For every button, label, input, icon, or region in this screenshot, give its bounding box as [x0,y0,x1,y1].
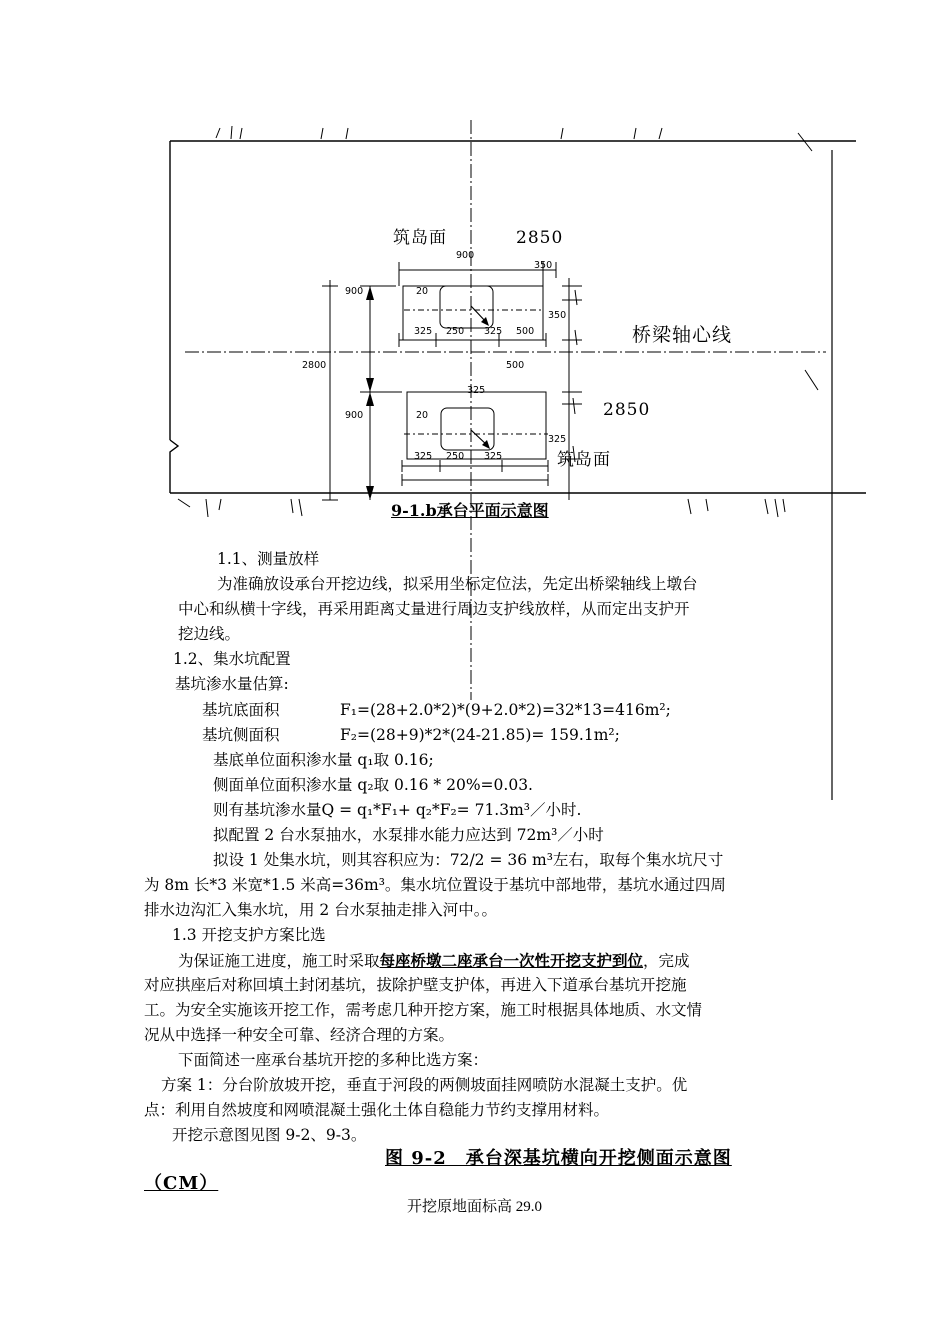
dim-500-a: 500 [516,326,535,337]
pump-line: 拟配置 2 台水泵抽水，水泵排水能力应达到 72m³／小时 [213,826,604,844]
label-island-surface-bottom: 筑岛面 [557,450,611,470]
dim-500-b: 500 [506,360,525,371]
label-island-surface-top: 筑岛面 [393,228,447,248]
dim-325-a: 325 [414,326,433,337]
para-survey-line3: 挖边线。 [178,625,241,643]
para-options-intro: 下面简述一座承台基坑开挖的多种比选方案： [178,1051,489,1069]
dim-325-f: 325 [484,451,503,462]
section-1-1-heading: 1.1、测量放样 [217,550,320,568]
para-sump-line1: 拟设 1 处集水坑，则其容积应为：72/2 = 36 m³左右，取每个集水坑尺寸 [213,851,724,869]
para-scheme-line4: 况从中选择一种安全可靠、经济合理的方案。 [144,1026,455,1044]
para-sump-line3: 排水边沟汇入集水坑，用 2 台水泵抽走排入河中。。 [144,901,497,919]
dim-2850-top: 2850 [516,228,564,248]
para-survey-line2: 中心和纵横十字线，再采用距离丈量进行周边支护线放样，从而定出支护开 [178,600,690,618]
label-bridge-axis: 桥梁轴心线 [632,324,733,346]
q-total-line: 则有基坑渗水量Q = q₁*F₁+ q₂*F₂= 71.3m³／小时. [213,801,582,819]
bottom-area-label: 基坑底面积 [202,701,280,719]
dim-325-d: 325 [548,434,567,445]
side-area-formula: F₂=(28+9)*2*(24-21.85)= 159.1m²; [340,726,620,744]
para-scheme-line3: 工。为安全实施该开挖工作，需考虑几种开挖方案，施工时根据具体地质、水文情 [144,1001,703,1019]
dim-20-bottom: 20 [416,410,429,421]
para-option1-line1: 方案 1：分台阶放坡开挖，垂直于河段的两侧坡面挂网喷防水混凝土支护。优 [161,1076,688,1094]
dim-325-b: 325 [484,326,503,337]
figure-reference: 开挖示意图见图 9-2、9-3。 [172,1126,367,1144]
dim-350-right: 350 [548,310,567,321]
para-scheme-line1-start: 为保证施工进度，施工时采取 [178,952,380,970]
dim-325-e: 325 [414,451,433,462]
dim-250-b: 250 [446,451,465,462]
dim-900-top: 900 [456,250,475,261]
dim-900-left-bottom: 900 [345,410,364,421]
figure-9-2-title: 图 9-2 承台深基坑横向开挖侧面示意图 [385,1148,732,1169]
dim-325-c: 325 [467,385,486,396]
para-scheme-line1 [178,953,690,970]
dim-2850-right: 2850 [603,400,651,420]
dim-250-a: 250 [446,326,465,337]
diagram-caption: 9-1.b承台平面示意图 [391,501,549,520]
q1-line: 基底单位面积渗水量 q₁取 0.16; [213,751,434,769]
section-1-3-heading: 1.3 开挖支护方案比选 [172,926,326,944]
lower-cap-outline [407,392,546,459]
left-break-mark [170,440,178,493]
section-1-2-heading: 1.2、集水坑配置 [173,650,291,668]
figure-9-2-unit: （CM） [144,1173,219,1194]
para-scheme-line2: 对应拱座后对称回填土封闭基坑，拔除护壁支护体，再进入下道承台基坑开挖施 [144,976,687,994]
para-sump-line2: 为 8m 长*3 米宽*1.5 米高=36m³。集水坑位置设于基坑中部地带，基坑水通过四周 [144,876,726,894]
bottom-area-formula: F₁=(28+2.0*2)*(9+2.0*2)=32*13=416m²; [340,701,671,719]
side-area-label: 基坑侧面积 [202,726,280,744]
dim-900-left-top: 900 [345,286,364,297]
q2-line: 侧面单位面积渗水量 q₂取 0.16 * 20%=0.03. [213,776,533,794]
ground-elevation-label: 开挖原地面标高 29.0 [407,1199,543,1215]
para-survey-line1: 为准确放设承台开挖边线，拟采用坐标定位法，先定出桥梁轴线上墩台 [217,575,698,593]
seepage-estimate-label: 基坑渗水量估算: [175,675,289,693]
dim-20-top: 20 [416,286,429,297]
para-scheme-line1-end: ，完成 [643,952,690,970]
para-option1-line2: 点：利用自然坡度和网喷混凝土强化土体自稳能力节约支撑用材料。 [144,1101,610,1119]
dim-2800: 2800 [302,360,327,371]
para-scheme-emphasis: 每座桥墩二座承台一次性开挖支护到位 [379,951,644,970]
dim-350-top: 350 [534,260,553,271]
